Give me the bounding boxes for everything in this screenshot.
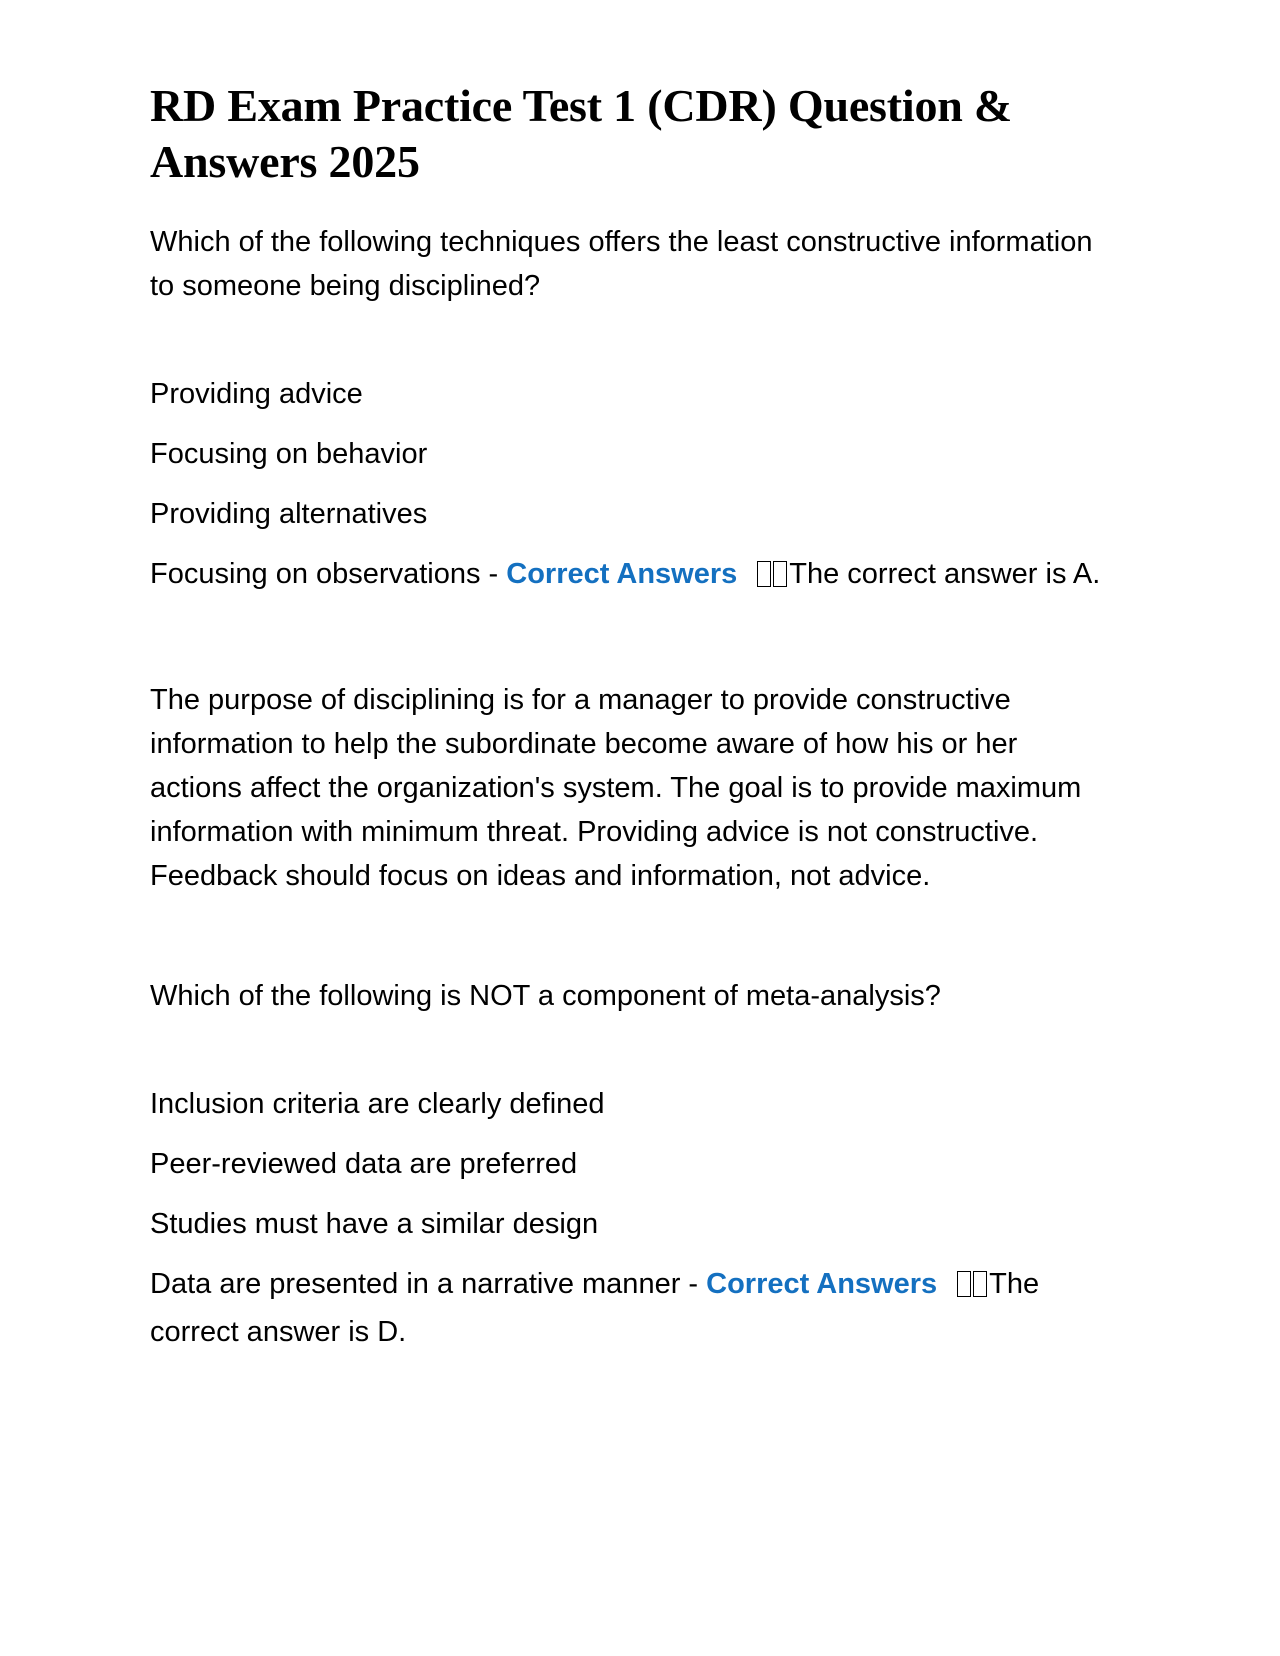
correct-answer-text: The correct answer is A. (789, 558, 1101, 590)
document-title: RD Exam Practice Test 1 (CDR) Question & Answers 2025 (150, 80, 1013, 187)
document-page (150, 78, 1110, 1354)
answer-option: Inclusion criteria are clearly defined (150, 1088, 605, 1120)
missing-glyph-icon (757, 556, 789, 600)
answer-option: Providing alternatives (150, 498, 428, 530)
answer-option: Providing advice (150, 378, 363, 410)
answer-option: Focusing on behavior (150, 438, 428, 470)
question-block (150, 974, 1110, 1354)
answer-option-text: Data are presented in a narrative manner - (150, 1268, 707, 1300)
correct-answers-label: Correct Answers (506, 558, 738, 590)
question-block (150, 220, 1110, 898)
missing-glyph-icon (957, 1266, 989, 1310)
answer-option: Studies must have a similar design (150, 1208, 599, 1240)
question-prompt: Which of the following is NOT a component of meta-analysis? (150, 980, 941, 1012)
correct-answer-text: The correct answer is D. (150, 1268, 1040, 1348)
correct-answers-label: Correct Answers (706, 1268, 938, 1300)
answer-option-with-answer (150, 552, 1110, 600)
answer-option-text: Focusing on observations - (150, 558, 507, 590)
answer-option: Peer-reviewed data are preferred (150, 1148, 578, 1180)
answer-option-with-answer (150, 1262, 1110, 1354)
question-prompt: Which of the following techniques offers the least constructive information to someone being disciplined? (150, 226, 1093, 302)
answer-explanation: The purpose of disciplining is for a manager to provide constructive information to help the subordinate become aware of how his or her actions affect the organization's system. The goal is to provide maximum information with minimum threat. Providing advice is not constructive. Feedback should focus on ideas and information, not advice. (150, 684, 1082, 892)
